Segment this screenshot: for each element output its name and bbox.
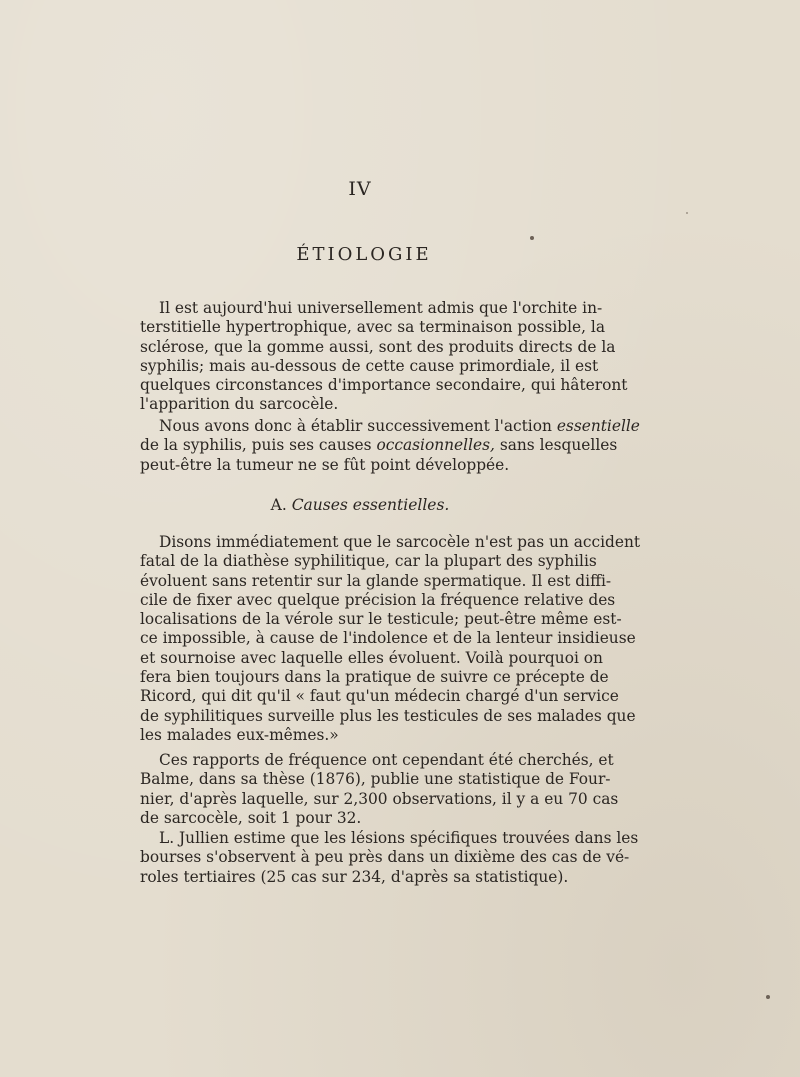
paragraph-jullien xyxy=(140,829,639,887)
text-segment: Nous avons donc à établir successivement l'action xyxy=(159,417,552,435)
text-line: Ces rapports de fréquence ont cependant été cherchés, et xyxy=(159,751,614,769)
text-line: cile de fixer avec quelque précision la fréquence relative des xyxy=(140,590,616,609)
paper-speck xyxy=(686,212,688,214)
text-line: l'apparition du sarcocèle. xyxy=(140,395,339,414)
text-line: bourses s'observent à peu près dans un dixième des cas de vé- xyxy=(140,848,630,867)
text-line: localisations de la vérole sur le testicule; peut-être même est- xyxy=(140,610,622,629)
text-line: Il est aujourd'hui universellement admis que l'orchite in- xyxy=(159,299,603,317)
text-segment: sans lesquelles xyxy=(499,436,618,455)
paper-speck xyxy=(530,236,534,240)
text-line: L. Jullien estime que les lésions spécifiques trouvées dans les xyxy=(159,829,639,847)
text-segment: de la syphilis, puis ses causes xyxy=(140,436,372,455)
text-line: fera bien toujours dans la pratique de suivre ce précepte de xyxy=(140,668,609,687)
text-line: de sarcocèle, soit 1 pour 32. xyxy=(140,808,362,827)
paragraph-statistics xyxy=(140,751,619,828)
text-line xyxy=(140,436,618,455)
chapter-number: IV xyxy=(348,178,372,200)
paragraph-frequency xyxy=(140,533,641,745)
paragraph-plan xyxy=(140,417,640,475)
section-heading xyxy=(0,496,720,514)
section-title: Causes essentielles. xyxy=(291,496,450,514)
text-line: ce impossible, à cause de l'indolence et de la lenteur insidieuse xyxy=(140,629,636,648)
text-line: évoluent sans retentir sur la glande spermatique. Il est diffi- xyxy=(140,571,612,590)
text-line: et sournoise avec laquelle elles évoluent. Voilà pourquoi on xyxy=(140,648,603,667)
text-line xyxy=(140,417,640,436)
text-line: les malades eux-mêmes.» xyxy=(140,725,339,744)
text-line: Disons immédiatement que le sarcocèle n'est pas un accident xyxy=(159,533,641,551)
text-line: quelques circonstances d'importance secondaire, qui hâteront xyxy=(140,376,628,395)
text-line: de syphilitiques surveille plus les testicules de ses malades que xyxy=(140,706,636,725)
text-line: Balme, dans sa thèse (1876), publie une statistique de Four- xyxy=(140,770,611,789)
text-line: fatal de la diathèse syphilitique, car la plupart des syphilis xyxy=(140,552,597,571)
text-line: nier, d'après laquelle, sur 2,300 observations, il y a eu 70 cas xyxy=(140,789,619,808)
emphasis-essentielle: essentielle xyxy=(556,417,640,435)
text-line: terstitielle hypertrophique, avec sa terminaison possible, la xyxy=(140,318,605,337)
text-line: peut-être la tumeur ne se fût point développée. xyxy=(140,455,510,474)
paper-speck xyxy=(766,995,770,999)
paragraph-intro xyxy=(140,299,628,415)
section-letter: A. xyxy=(270,496,287,514)
text-line: sclérose, que la gomme aussi, sont des produits directs de la xyxy=(140,337,616,356)
text-line: Ricord, qui dit qu'il « faut qu'un médecin chargé d'un service xyxy=(140,687,619,706)
text-line: roles tertiaires (25 cas sur 234, d'après sa statistique). xyxy=(140,867,569,886)
chapter-title: ÉTIOLOGIE xyxy=(296,244,432,265)
text-line: syphilis; mais au-dessous de cette cause primordiale, il est xyxy=(140,356,599,375)
emphasis-occasionnelles: occasionnelles, xyxy=(376,436,495,455)
